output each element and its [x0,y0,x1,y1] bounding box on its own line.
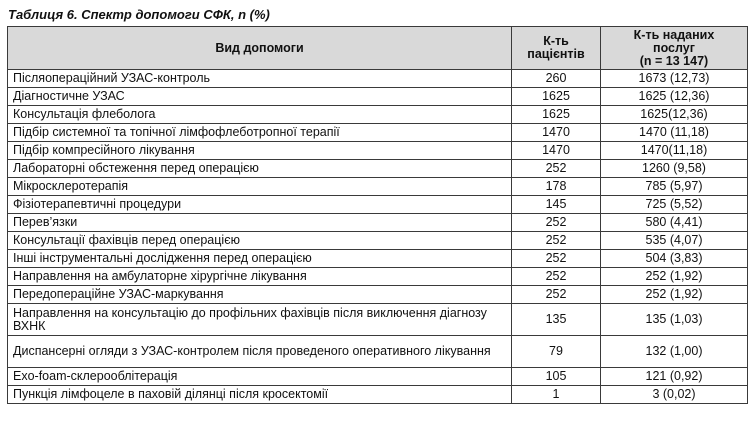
table-caption: Таблиця 6. Спектр допомоги СФК, n (%) [8,7,270,22]
cell-assistance-type: Діагностичне УЗАС [8,88,512,106]
header-services-line1: К-ть наданих [633,27,715,42]
header-assistance-type: Вид допомоги [8,27,512,70]
cell-patients-count: 252 [512,160,601,178]
cell-patients-count: 252 [512,250,601,268]
header-patients-line1: К-ть [543,34,569,48]
table-row [8,160,748,178]
cell-patients-count: 260 [512,70,601,88]
table-row [8,70,748,88]
cell-services-count: 252 (1,92) [601,268,748,286]
cell-patients-count: 252 [512,214,601,232]
cell-assistance-type: Перев’язки [8,214,512,232]
header-services-count [601,27,748,70]
cell-services-count: 725 (5,52) [601,196,748,214]
cell-patients-count: 252 [512,268,601,286]
table-row [8,88,748,106]
table-row [8,250,748,268]
cell-services-count: 3 (0,02) [601,386,748,404]
cell-services-count: 535 (4,07) [601,232,748,250]
cell-services-count: 504 (3,83) [601,250,748,268]
cell-assistance-type: Підбір системної та топічної лімфофлеботропної терапії [8,124,512,142]
cell-services-count: 580 (4,41) [601,214,748,232]
table-row [8,386,748,404]
cell-services-count: 1470 (11,18) [601,124,748,142]
cell-patients-count: 105 [512,368,601,386]
table-row [8,178,748,196]
cell-patients-count: 178 [512,178,601,196]
cell-assistance-type: Інші інструментальні дослідження перед операцією [8,250,512,268]
cell-assistance-type: Передопераційне УЗАС-маркування [8,286,512,304]
cell-services-count: 135 (1,03) [601,304,748,336]
cell-services-count: 1625 (12,36) [601,88,748,106]
cell-assistance-type: Лабораторні обстеження перед операцією [8,160,512,178]
cell-assistance-type: Exo-foam-склерооблітерація [8,368,512,386]
cell-patients-count: 79 [512,336,601,368]
table-row [8,124,748,142]
cell-assistance-type: Підбір компресійного лікування [8,142,512,160]
cell-services-count: 1673 (12,73) [601,70,748,88]
table-row [8,214,748,232]
table-row [8,232,748,250]
table-row [8,286,748,304]
cell-assistance-type: Мікросклеротерапія [8,178,512,196]
cell-services-count: 785 (5,97) [601,178,748,196]
cell-patients-count: 1625 [512,106,601,124]
cell-assistance-type: Направлення на амбулаторне хірургічне лікування [8,268,512,286]
table-row [8,142,748,160]
table-row [8,336,748,368]
header-services-line2: послуг [653,40,695,55]
cell-services-count: 1470(11,18) [601,142,748,160]
cell-services-count: 132 (1,00) [601,336,748,368]
cell-assistance-type: Консультація флеболога [8,106,512,124]
cell-services-count: 1260 (9,58) [601,160,748,178]
cell-patients-count: 145 [512,196,601,214]
table-row [8,196,748,214]
cell-assistance-type: Післяопераційний УЗАС-контроль [8,70,512,88]
cell-patients-count: 252 [512,286,601,304]
table-row [8,368,748,386]
cell-assistance-type: Фізіотерапевтичні процедури [8,196,512,214]
cell-assistance-type: Диспансерні огляди з УЗАС-контролем після проведеного оперативного лікування [8,336,512,368]
table-header-row [8,27,748,70]
cell-patients-count: 1470 [512,142,601,160]
cell-patients-count: 1625 [512,88,601,106]
cell-patients-count: 1 [512,386,601,404]
cell-patients-count: 135 [512,304,601,336]
cell-assistance-type: Консультації фахівців перед операцією [8,232,512,250]
assistance-spectrum-table [7,26,748,404]
cell-assistance-type: Пункція лімфоцеле в паховій ділянці після кросектомії [8,386,512,404]
header-services-line3: (n = 13 147) [639,53,709,68]
cell-patients-count: 1470 [512,124,601,142]
cell-assistance-type: Направлення на консультацію до профільних фахівців після виключення діагнозу ВХНК [8,304,512,336]
cell-services-count: 121 (0,92) [601,368,748,386]
cell-patients-count: 252 [512,232,601,250]
header-patients-line2: пацієнтів [527,47,585,61]
header-patients-count [512,27,601,70]
cell-services-count: 1625(12,36) [601,106,748,124]
table-row [8,268,748,286]
table-row [8,304,748,336]
table-row [8,106,748,124]
cell-services-count: 252 (1,92) [601,286,748,304]
